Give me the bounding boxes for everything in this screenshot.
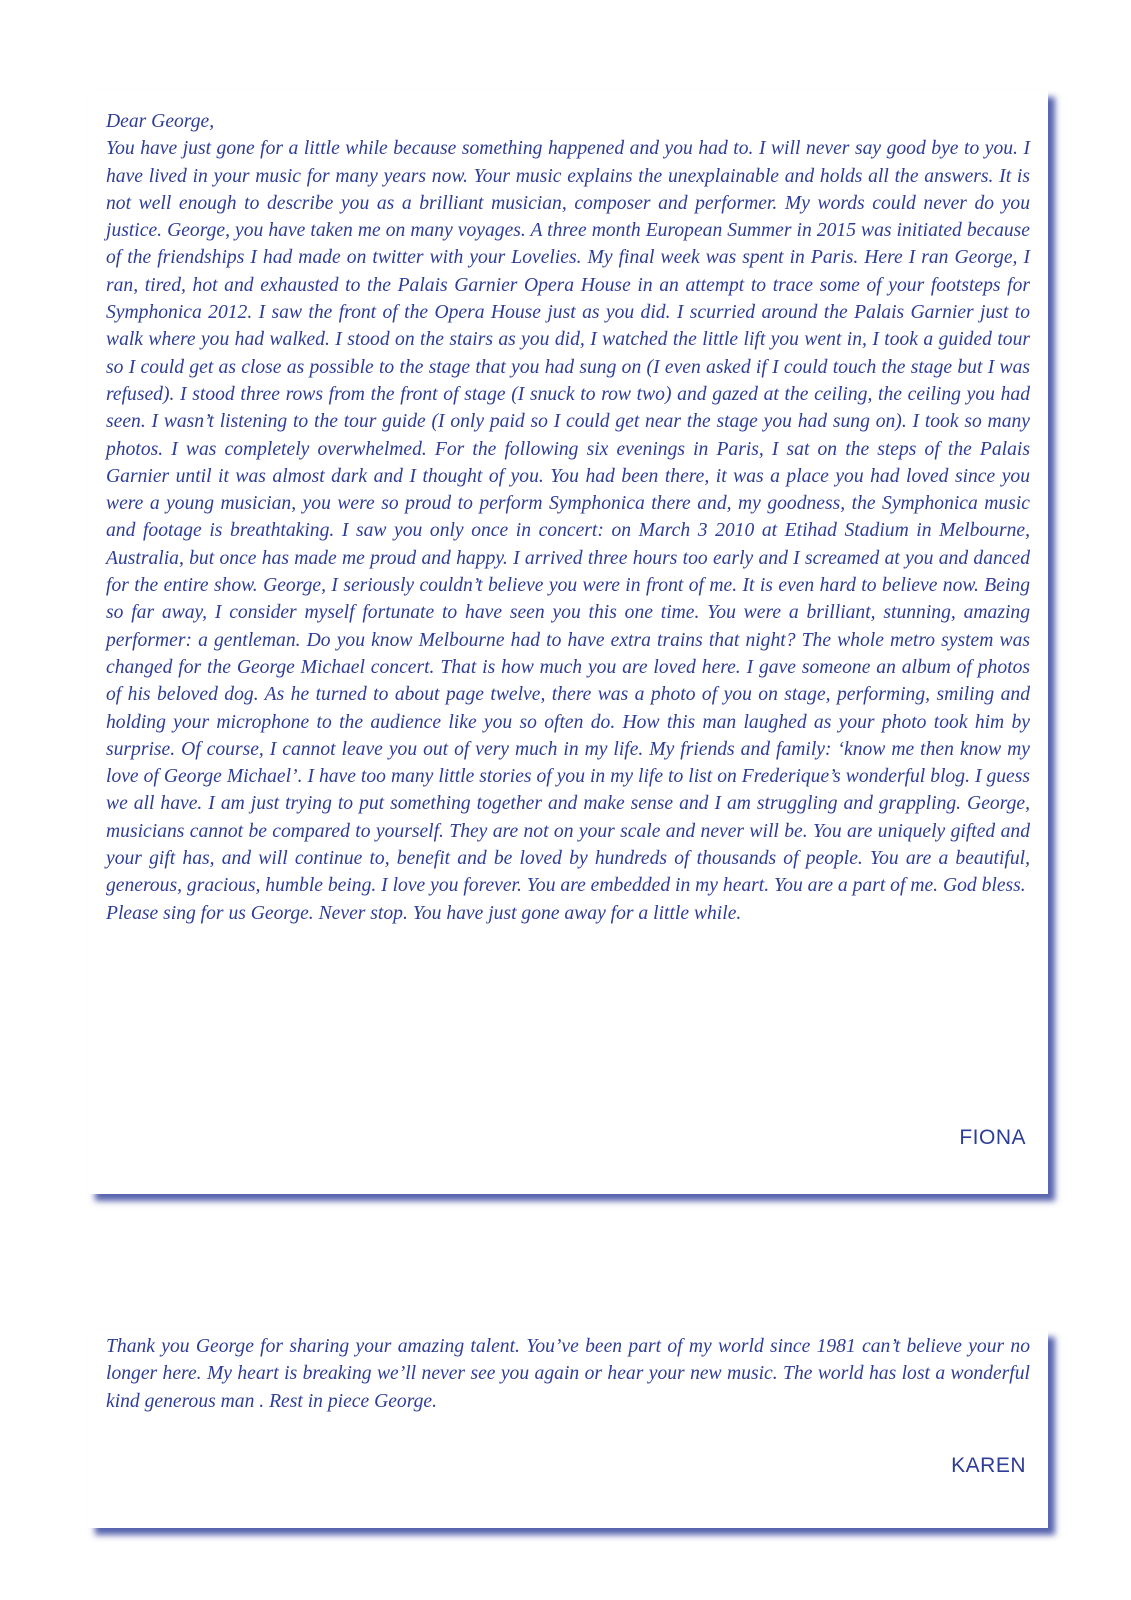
signature-fiona: FIONA xyxy=(959,1126,1026,1149)
tribute-card-fiona xyxy=(88,90,1048,1194)
letter-closing: Please sing for us George. Never stop. You have just gone away for a little while. xyxy=(106,902,742,924)
letter-greeting: Dear George, xyxy=(106,111,215,132)
signature-karen: KAREN xyxy=(951,1454,1026,1477)
tribute-letter xyxy=(106,108,1030,927)
tribute-card-karen xyxy=(88,1330,1048,1528)
tribute-letter xyxy=(106,1333,1030,1415)
letter-body: You have just gone for a little while because something happened and you had to. I will never say good bye to you. I have lived in your music for many years now. Your music explains the unexplainable and holds all the answers. It is not well enough to describe you as a brilliant musician, composer and performer. My words could never do you justice. George, you have taken me on many voyages. A three month European Summer in 2015 was initiated because of the friendships I had made on twitter with your Lovelies. My final week was spent in Paris. Here I ran George, I ran, tired, hot and exhausted to the Palais Garnier Opera House in an attempt to trace some of your footsteps for Symphonica 2012. I saw the front of the Opera House just as you did. I scurried around the Palais Garnier just to walk where you had walked. I stood on the stairs as you did, I watched the little lift you went in, I took a guided tour so I could get as close as possible to the stage that you had sung on (I even asked if I could touch the stage but I was refused). I stood three rows from the front of stage (I snuck to row two) and gazed at the ceiling, the ceiling you had seen. I wasn’t listening to the tour guide (I only paid so I could get near the stage you had sung on). I took so many photos. I was completely overwhelmed. For the following six evenings in Paris, I sat on the steps of the Palais Garnier until it was almost dark and I thought of you. You had been there, it was a place you had loved since you were a young musician, you were so proud to perform Symphonica there and, my goodness, the Symphonica music and footage is breathtaking. I saw you only once in concert: on March 3 2010 at Etihad Stadium in Melbourne, Australia, but once has made me proud and happy. I arrived three hours too early and I screamed at you and danced for the entire show. George, I seriously couldn’t believe you were in front of me. It is even hard to believe now. Being so far away, I consider myself fortunate to have seen you this one time. You were a brilliant, stunning, amazing performer: a gentleman. Do you know Melbourne had to have extra trains that night? The whole metro system was changed for the George Michael concert. That is how much you are loved here. I gave someone an album of photos of his beloved dog. As he turned to about page twelve, there was a photo of you on stage, performing, smiling and holding your microphone to the audience like you so often do. How this man laughed as your photo took him by surprise. Of course, I cannot leave you out of very much in my life. My friends and family: ‘know me then know my love of George Michael’. I have too many little stories of you in my life to list on Frederique’s wonderful blog. I guess we all have. I am just trying to put something together and make sense and I am struggling and grappling. George, musicians cannot be compared to yourself. They are not on your scale and never will be. You are uniquely gifted and your gift has, and will continue to, benefit and be loved by hundreds of thousands of people. You are a beautiful, generous, gracious, humble being. I love you forever. You are embedded in my heart. You are a part of me. God bless. xyxy=(106,138,1030,897)
letter-body: Thank you George for sharing your amazing talent. You’ve been part of my world since 1981 can’t believe your no longer here. My heart is breaking we’ll never see you again or hear your new music. The world has lost a wonderful kind generous man . Rest in piece George. xyxy=(106,1336,1030,1412)
